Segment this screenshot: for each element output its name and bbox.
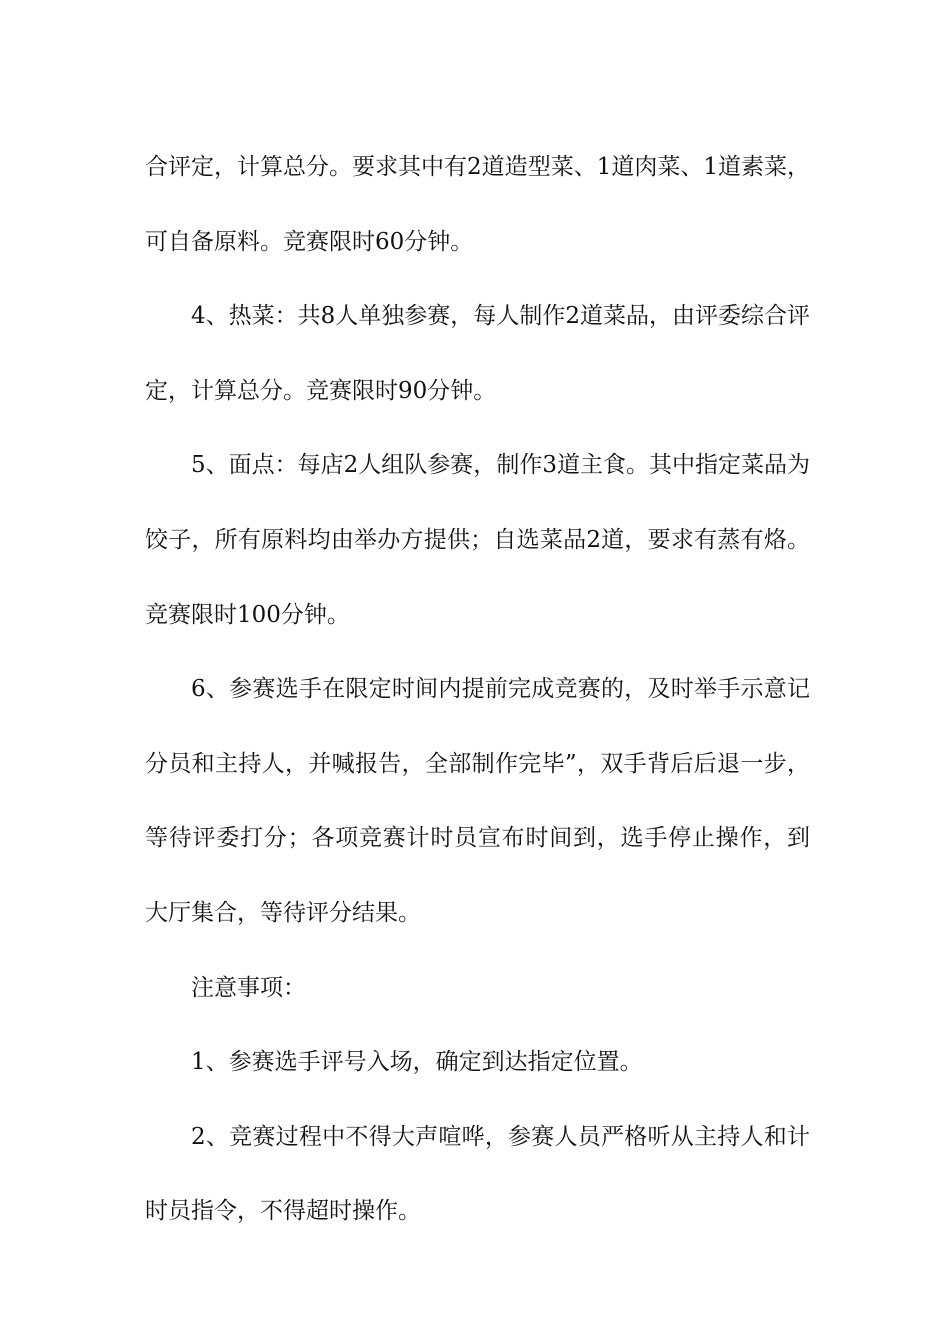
paragraph-scoring-continuation: 合评定，计算总分。要求其中有2道造型菜、1道肉菜、1道素菜，可自备原料。竞赛限时60分钟。 [145, 154, 810, 255]
paragraph-notes-heading: 注意事项： [191, 974, 306, 1001]
document-body [145, 130, 810, 1249]
paragraph-note-2: 2、竞赛过程中不得大声喧哗，参赛人员严格听从主持人和计时员指令，不得超时操作。 [145, 1123, 810, 1225]
paragraph-early-finish: 6、参赛选手在限定时间内提前完成竞赛的，及时举手示意记分员和主持人，并喊报告，全部制作完毕”，双手背后后退一步，等待评委打分；各项竞赛计时员宣布时间到，选手停止操作，到大厅集合，等待评分结果。 [145, 676, 810, 926]
paragraph-hot-dishes: 4、热菜：共8人单独参赛，每人制作2道菜品，由评委综合评定，计算总分。竞赛限时90分钟。 [145, 303, 810, 404]
paragraph-note-1: 1、参赛选手评号入场，确定到达指定位置。 [191, 1049, 643, 1076]
paragraph-pastry: 5、面点：每店2人组队参赛，制作3道主食。其中指定菜品为饺子，所有原料均由举办方提供；自选菜品2道，要求有蒸有烙。竞赛限时100分钟。 [145, 452, 810, 628]
